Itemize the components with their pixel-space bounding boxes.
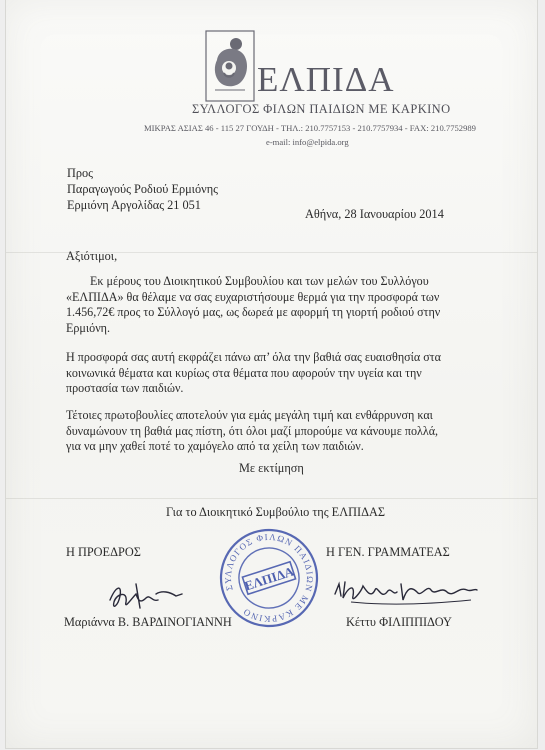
paragraph-line: 1.456,72€ προς το Σύλλογό μας, ως δωρεά με αφορμή τη γιορτή ροδιού στην bbox=[66, 305, 441, 320]
org-full-name: ΣΥΛΛΟΓΟΣ ΦΙΛΩΝ ΠΑΙΔΙΩΝ ΜΕ ΚΑΡΚΙΝΟ bbox=[192, 102, 451, 116]
paragraph-line: «ΕΛΠΙΔΑ» θα θέλαμε να σας ευχαριστήσουμε θερμά για την προσφορά των bbox=[66, 289, 440, 304]
stamp-center-text: ΕΛΠΙΔΑ bbox=[242, 563, 296, 594]
paragraph-line: προστασία των παιδιών. bbox=[66, 381, 184, 396]
letter-page bbox=[6, 0, 537, 748]
secretary-title: Η ΓΕΝ. ΓΡΑΜΜΑΤΕΑΣ bbox=[326, 545, 450, 559]
elpida-logo-icon bbox=[205, 30, 255, 102]
letter-date: Αθήνα, 28 Ιανουαρίου 2014 bbox=[305, 207, 444, 221]
organization-stamp bbox=[217, 527, 321, 630]
org-email: e-mail: info@elpida.org bbox=[266, 137, 349, 147]
president-signature bbox=[106, 580, 186, 614]
recipient-name: Παραγωγούς Ροδιού Ερμιόνης bbox=[67, 182, 219, 196]
paragraph-thanks bbox=[66, 274, 488, 336]
recipient-address: Ερμιόνη Αργολίδας 21 051 bbox=[67, 198, 201, 212]
org-address: ΜΙΚΡΑΣ ΑΣΙΑΣ 46 - 115 27 ΓΟΥΔΗ - ΤΗΛ.: 210.7757153 - 210.7757934 - FAX: 210.7752989 bbox=[144, 123, 476, 133]
closing: Με εκτίμηση bbox=[239, 461, 304, 475]
paragraph-line: για να μην χαθεί ποτέ το χαμόγελο από τα χείλη των παιδιών. bbox=[66, 439, 364, 454]
secretary-signature bbox=[331, 572, 481, 612]
paragraph-line: κοινωνικά θέματα και κυρίως στα θέματα που αφορούν την υγεία και την bbox=[66, 365, 422, 380]
paragraph-initiatives bbox=[66, 408, 488, 455]
recipient-label: Προς bbox=[67, 166, 94, 180]
paragraph-line: δυναμώνουν τη βαθιά μας πίστη, ότι όλοι μαζί μπορούμε να κάνουμε πολλά, bbox=[66, 423, 439, 438]
president-title: Η ΠΡΟΕΔΡΟΣ bbox=[66, 545, 141, 559]
paragraph-line: Ερμιόνη. bbox=[66, 320, 111, 335]
paragraph-line: Εκ μέρους του Διοικητικού Συμβουλίου και των μελών του Συλλόγου bbox=[90, 274, 429, 288]
paragraph-line: Τέτοιες πρωτοβουλίες αποτελούν για εμάς μεγάλη τιμή και ενθάρρυνση και bbox=[66, 408, 433, 422]
secretary-name: Κέττυ ΦΙΛΙΠΠΙΔΟΥ bbox=[346, 615, 452, 629]
paragraph-sensitivity bbox=[66, 350, 488, 397]
stamp-ring-text: ΣΥΛΛΟΓΟΣ ΦΙΛΩΝ ΠΑΙΔΙΩΝ ΜΕ ΚΑΡΚΙΝΟ bbox=[222, 531, 316, 625]
president-name: Μαριάννα Β. ΒΑΡΔΙΝΟΓΙΑΝΝΗ bbox=[64, 615, 232, 629]
salutation: Αξιότιμοι, bbox=[66, 249, 118, 263]
org-name: ΕΛΠΙΔΑ bbox=[257, 60, 395, 99]
board-line: Για το Διοικητικό Συμβούλιο της ΕΛΠΙΔΑΣ bbox=[166, 505, 386, 519]
paragraph-line: Η προσφορά σας αυτή εκφράζει πάνω απ’ όλα την βαθιά σας ευαισθησία στα bbox=[66, 350, 442, 364]
